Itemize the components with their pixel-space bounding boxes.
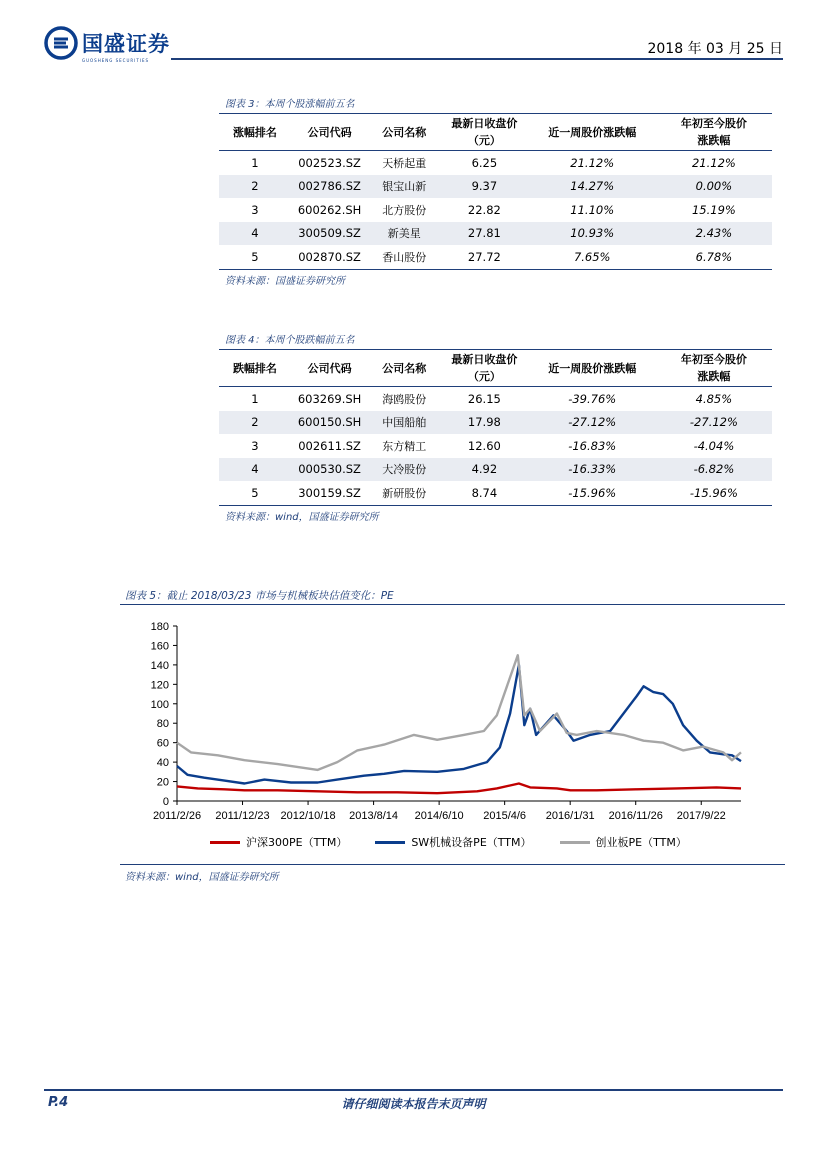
x-tick-label: 2013/8/14	[349, 810, 399, 822]
legend-swatch	[375, 841, 405, 844]
table-cell: -27.12%	[529, 411, 656, 435]
x-tick-label: 2014/6/10	[414, 810, 464, 822]
table-cell: 000530.SZ	[291, 458, 368, 482]
table-row	[219, 245, 772, 269]
table-row	[219, 434, 772, 458]
gainers-table	[219, 113, 772, 270]
losers-table	[219, 349, 772, 506]
table-row	[219, 458, 772, 482]
table-cell: 002786.SZ	[291, 175, 368, 199]
y-tick-label: 100	[150, 698, 169, 711]
table-cell: 2.43%	[656, 222, 772, 246]
column-header: 年初至今股价 涨跌幅	[656, 114, 772, 151]
column-header: 公司名称	[368, 350, 440, 387]
table-cell: 4.92	[440, 458, 528, 482]
y-tick-label: 160	[150, 640, 169, 653]
table-cell: 22.82	[467, 202, 501, 217]
table-cell: 香山股份	[368, 245, 440, 269]
table-cell: 27.72	[440, 245, 528, 269]
table-cell: -6.82%	[656, 458, 772, 482]
table-cell: 大冷股份	[368, 458, 440, 482]
table-header-row	[219, 350, 772, 387]
x-tick-label: 2017/9/22	[676, 810, 726, 822]
column-header: 近一周股价涨跌幅	[529, 114, 656, 151]
footer-divider	[44, 1089, 783, 1091]
y-tick-label: 140	[150, 659, 169, 672]
table-row	[219, 198, 772, 222]
legend-swatch	[210, 841, 240, 844]
table-row	[219, 151, 772, 175]
table-cell: -27.12%	[656, 411, 772, 435]
table-cell: 银宝山新	[368, 175, 440, 199]
table-cell: 12.60	[467, 438, 501, 453]
table-cell: 600150.SH	[291, 411, 368, 435]
series-line	[177, 655, 741, 770]
legend-label: SW机械设备PE（TTM）	[411, 836, 532, 849]
table-cell: 300159.SZ	[291, 481, 368, 505]
report-date: 2018 年 03 月 25 日	[647, 41, 783, 57]
table-cell: 8.74	[440, 481, 528, 505]
table-cell: 0.00%	[656, 175, 772, 199]
table-header-row	[219, 114, 772, 151]
x-tick-label: 2012/10/18	[280, 810, 336, 822]
table-cell: 1	[251, 391, 259, 406]
y-tick-label: 20	[156, 776, 169, 789]
table-cell: 1	[251, 155, 259, 170]
x-tick-label: 2011/12/23	[215, 810, 270, 822]
table-cell: 300509.SZ	[291, 222, 368, 246]
y-tick-label: 120	[150, 679, 169, 692]
table-cell: 5	[219, 481, 291, 505]
legend-item	[375, 834, 531, 850]
table4-source: 资料来源：wind，国盛证券研究所	[225, 512, 379, 523]
table-cell: 21.12%	[570, 155, 615, 170]
column-header: 近一周股价涨跌幅	[529, 350, 656, 387]
table-cell: 2	[219, 175, 291, 199]
y-tick-label: 80	[156, 718, 169, 731]
table-row	[219, 481, 772, 505]
x-tick-label: 2016/11/26	[608, 810, 663, 822]
table-cell: -16.33%	[529, 458, 656, 482]
table3-caption: 图表 3：本周个股涨幅前五名	[225, 99, 355, 110]
legend-item	[560, 834, 687, 850]
table-cell: 17.98	[440, 411, 528, 435]
brand-logo-icon	[44, 26, 78, 60]
table-cell: 9.37	[440, 175, 528, 199]
table-cell: 14.27%	[529, 175, 656, 199]
table-cell: -15.96%	[529, 481, 656, 505]
brand-name: 国盛证券	[82, 32, 170, 56]
table-cell: 2	[219, 411, 291, 435]
x-tick-label: 2015/4/6	[483, 810, 527, 822]
figure-top-rule	[120, 604, 785, 605]
column-header: 年初至今股价 涨跌幅	[656, 350, 772, 387]
table-cell: 新研股份	[368, 481, 440, 505]
table-cell: 4.85%	[695, 391, 733, 406]
table3-source: 资料来源：国盛证券研究所	[225, 276, 345, 287]
footer-disclaimer: 请仔细阅读本报告末页声明	[341, 1097, 486, 1111]
chart-legend	[210, 834, 687, 850]
column-header: 最新日收盘价 （元）	[440, 114, 528, 151]
pe-line-chart	[120, 610, 785, 830]
table-cell: 15.19%	[691, 202, 736, 217]
table-cell: 天桥起重	[382, 156, 427, 170]
table-cell: 6.78%	[656, 245, 772, 269]
table-cell: 中国船舶	[368, 411, 440, 435]
table-cell: 600262.SH	[297, 202, 362, 217]
brand-subtitle: GUOSHENG SECURITIES	[82, 58, 150, 63]
series-line	[177, 784, 741, 794]
table-cell: 海鸥股份	[382, 392, 427, 406]
column-header: 最新日收盘价 （元）	[440, 350, 528, 387]
series-line	[177, 665, 741, 784]
table-cell: 10.93%	[529, 222, 656, 246]
legend-swatch	[560, 841, 590, 844]
column-header: 公司代码	[291, 114, 368, 151]
table-cell: 002870.SZ	[291, 245, 368, 269]
y-tick-label: 180	[150, 621, 169, 633]
table4-caption: 图表 4：本周个股跌幅前五名	[225, 335, 355, 346]
figure5-caption: 图表 5：截止 2018/03/23 市场与机械板块估值变化：PE	[125, 590, 394, 602]
header-divider	[171, 58, 783, 60]
table-row	[219, 175, 772, 199]
column-header: 跌幅排名	[219, 350, 291, 387]
page-number: P.4	[48, 1095, 69, 1110]
table-cell: 北方股份	[382, 203, 427, 217]
table-cell: 5	[219, 245, 291, 269]
legend-label: 创业板PE（TTM）	[595, 836, 687, 849]
table-cell: -4.04%	[693, 438, 735, 453]
table-row	[219, 387, 772, 411]
table-cell: 26.15	[467, 391, 501, 406]
table-cell: 3	[251, 202, 259, 217]
table-cell: 603269.SH	[297, 391, 362, 406]
y-tick-label: 0	[162, 796, 169, 808]
legend-label: 沪深300PE（TTM）	[246, 836, 348, 849]
table-cell: -15.96%	[656, 481, 772, 505]
table-cell: -39.76%	[568, 391, 617, 406]
table-cell: 27.81	[440, 222, 528, 246]
table-cell: 4	[219, 458, 291, 482]
table-cell: -16.83%	[568, 438, 617, 453]
column-header: 公司代码	[291, 350, 368, 387]
y-tick-label: 60	[156, 737, 169, 750]
table-cell: 7.65%	[529, 245, 656, 269]
column-header: 公司名称	[368, 114, 440, 151]
table-row	[219, 411, 772, 435]
column-header: 涨幅排名	[219, 114, 291, 151]
figure5-source: 资料来源：wind，国盛证券研究所	[125, 872, 279, 883]
table-cell: 6.25	[471, 155, 498, 170]
table-row	[219, 222, 772, 246]
legend-item	[210, 834, 347, 850]
table-cell: 东方精工	[382, 439, 427, 453]
table-cell: 21.12%	[691, 155, 736, 170]
y-tick-label: 40	[156, 757, 169, 770]
table-cell: 002523.SZ	[298, 155, 361, 170]
x-tick-label: 2016/1/31	[545, 810, 595, 822]
table-cell: 11.10%	[570, 202, 615, 217]
brand-logo	[44, 26, 170, 60]
figure-bottom-rule	[120, 864, 785, 865]
table-cell: 3	[251, 438, 259, 453]
table-cell: 4	[219, 222, 291, 246]
table-cell: 新美星	[368, 222, 440, 246]
table-cell: 002611.SZ	[298, 438, 361, 453]
x-tick-label: 2011/2/26	[152, 810, 202, 822]
